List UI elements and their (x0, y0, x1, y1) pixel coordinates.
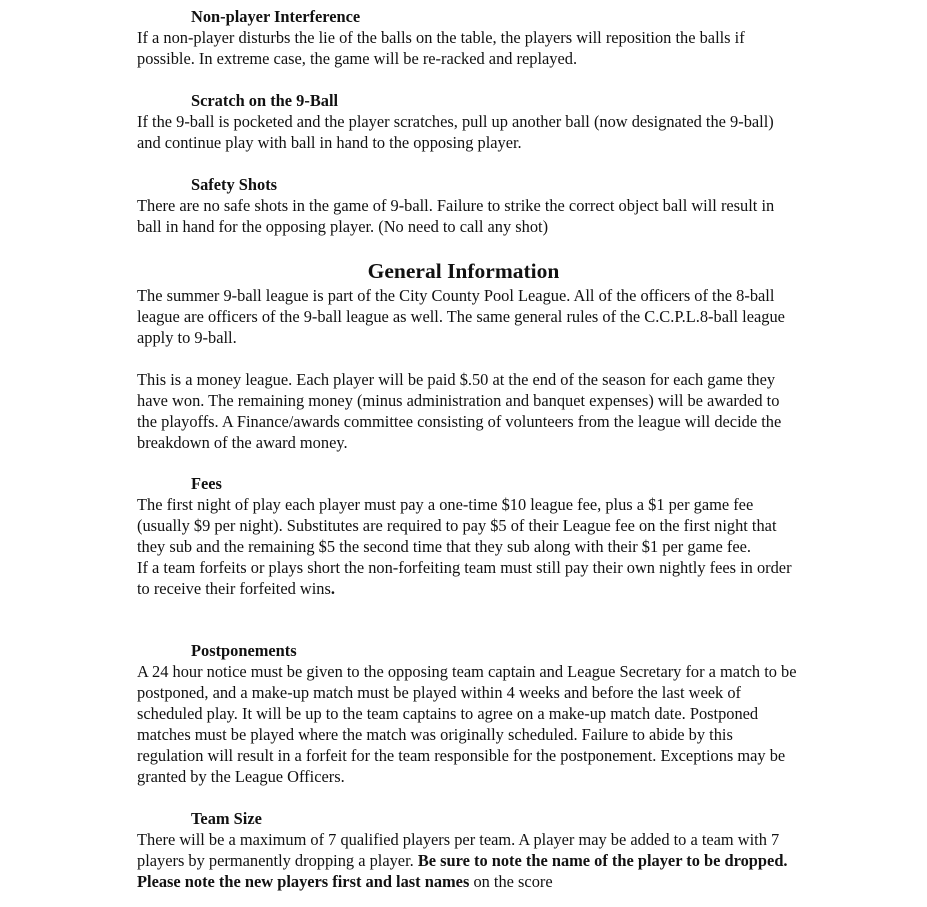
heading-team-size: Team Size (191, 809, 262, 828)
paragraph-fees-1: The first night of play each player must pay a one-time $10 league fee, plus a $1 per game fee (usually $9 per night). Substitutes are required to pay $5 of their League fee on the first night that they sub and the remaining $5 the second time that they sub along with their $1 per game fee. (137, 495, 777, 556)
team-size-text-a: There will be a maximum of 7 qualified players per team. A player may be added to a team with 7 players by permanently dropping a player. (137, 830, 780, 870)
team-size-text-bold: Be sure to note the name of the player to be dropped. Please note the new players first and last names (137, 851, 788, 891)
section-scratch-9ball (137, 90, 797, 153)
paragraph-scratch-9ball: If the 9-ball is pocketed and the player scratches, pull up another ball (now designated the 9-ball) and continue play with ball in hand to the opposing player. (137, 112, 774, 152)
paragraph-postponements: A 24 hour notice must be given to the opposing team captain and League Secretary for a match to be postponed, and a make-up match must be played within 4 weeks and before the last week of scheduled play. It will be up to the team captains to agree on a make-up match date. Postponed matches must be played where the match was originally scheduled. Failure to abide by this regulation will result in a forfeit for the team responsible for the postponement. Exceptions may be granted by the League Officers. (137, 662, 797, 786)
section-team-size (137, 808, 797, 892)
fees-2-period: . (330, 579, 335, 598)
section-postponements (137, 640, 797, 787)
paragraph-general-2: This is a money league. Each player will be paid $.50 at the end of the season for each game they have won. The remaining money (minus administration and banquet expenses) will be awarded to the playoffs. A Finance/awards committee consisting of volunteers from the league will decide the breakdown of the award money. (137, 370, 782, 452)
paragraph-safety-shots: There are no safe shots in the game of 9-ball. Failure to strike the correct object ball will result in ball in hand for the opposing player. (No need to call any shot) (137, 196, 775, 236)
heading-postponements: Postponements (191, 641, 297, 660)
section-nonplayer-interference (137, 6, 797, 69)
heading-fees: Fees (191, 474, 222, 493)
heading-nonplayer-interference: Non-player Interference (191, 7, 361, 26)
heading-scratch-9ball: Scratch on the 9-Ball (191, 91, 339, 110)
section-general-information (137, 285, 797, 453)
heading-general-information: General Information (367, 259, 560, 283)
paragraph-team-size (137, 829, 797, 892)
paragraph-fees-2 (137, 557, 797, 599)
paragraph-nonplayer-interference: If a non-player disturbs the lie of the balls on the table, the players will reposition the balls if possible. In extreme case, the game will be re-racked and replayed. (137, 28, 745, 68)
paragraph-general-1: The summer 9-ball league is part of the City County Pool League. All of the officers of the 8-ball league are officers of the 9-ball league as well. The same general rules of the C.C.P.L.8-ball league apply to 9-ball. (137, 286, 785, 347)
team-size-text-c: on the score (469, 872, 553, 891)
section-fees (137, 473, 797, 599)
heading-safety-shots: Safety Shots (191, 175, 278, 194)
section-safety-shots (137, 174, 797, 237)
fees-2-text: If a team forfeits or plays short the non-forfeiting team must still pay their own nightly fees in order to receive their forfeited wins (137, 558, 792, 598)
